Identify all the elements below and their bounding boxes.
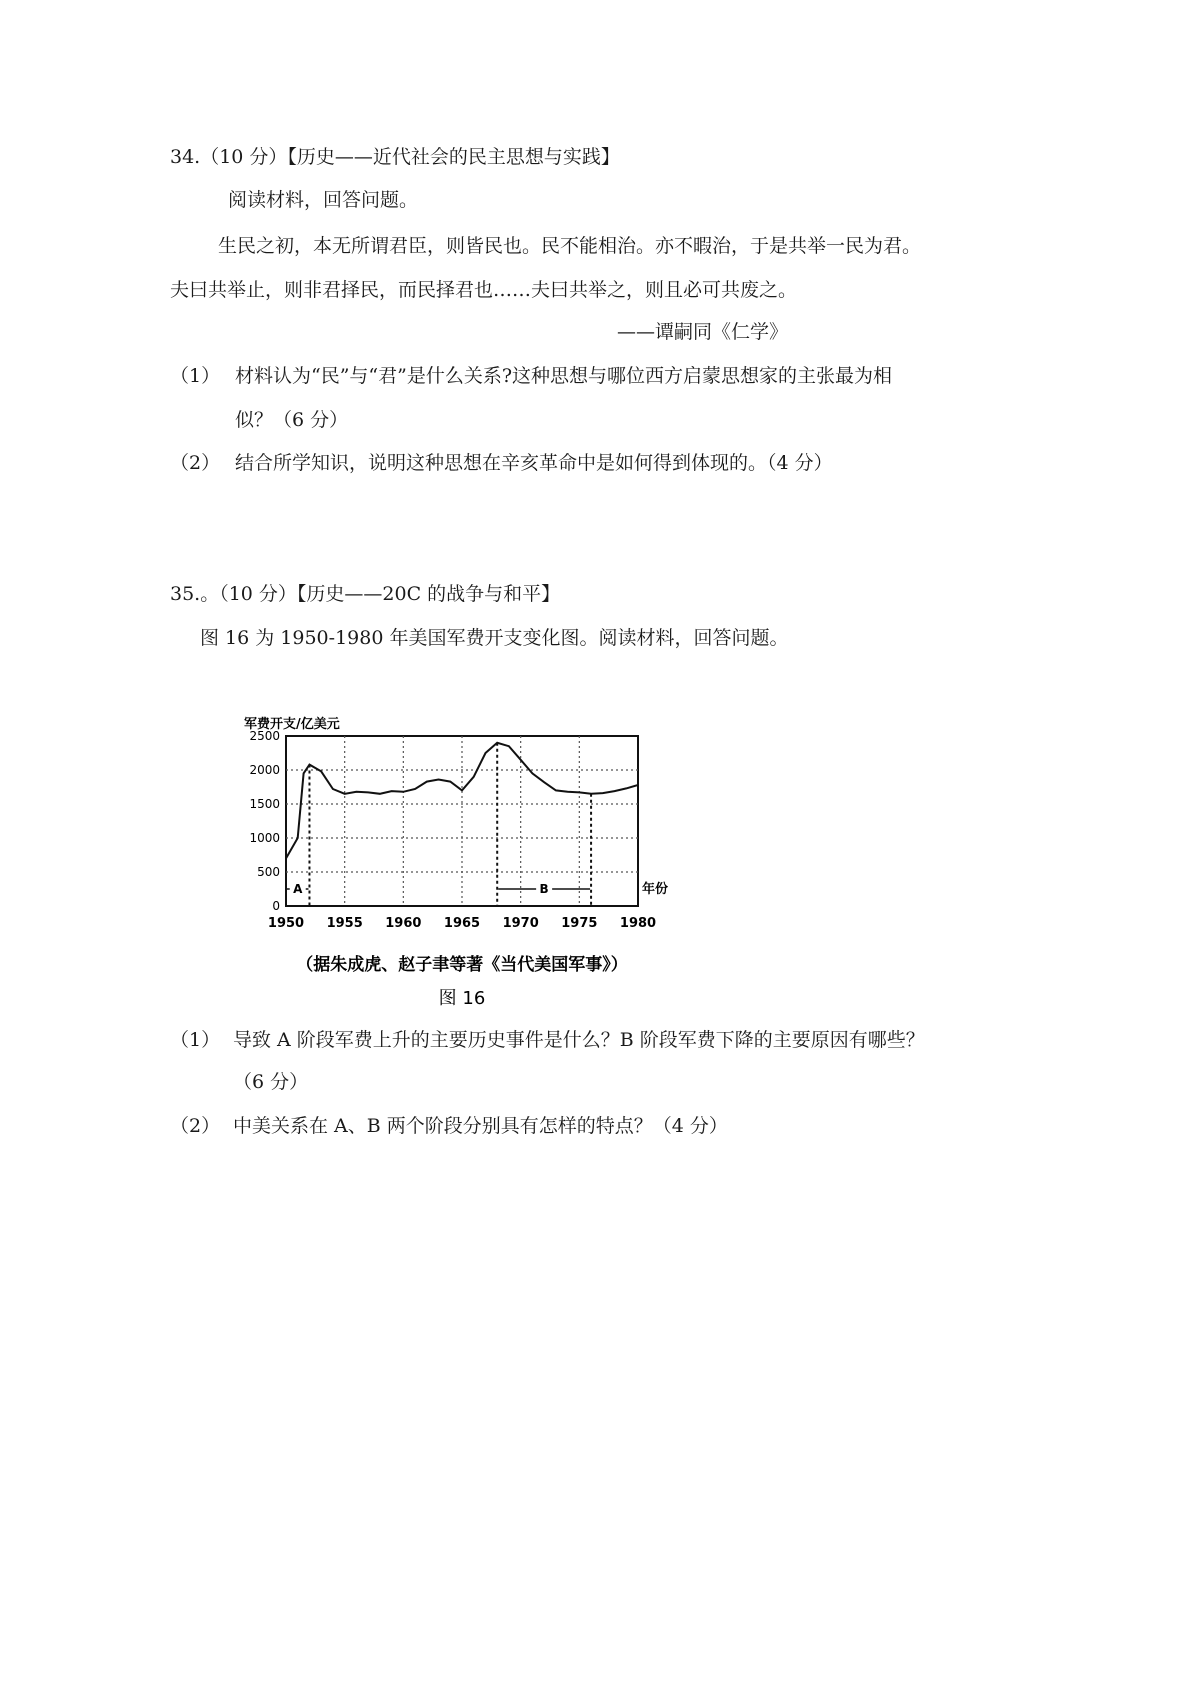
period-label: B <box>539 882 549 896</box>
period-label: A <box>293 882 303 896</box>
y-axis-label: 军费开支/亿美元 <box>244 717 340 732</box>
y-tick-label: 1000 <box>249 831 280 845</box>
x-tick-label: 1965 <box>443 916 481 931</box>
marker-drop-lines <box>309 743 591 906</box>
y-tick-label: 2000 <box>249 763 280 777</box>
q34-sub2-text: 结合所学知识，说明这种思想在辛亥革命中是如何得到体现的。（4 分） <box>235 452 833 474</box>
x-tick-labels <box>268 916 656 931</box>
x-tick-label: 1975 <box>561 916 598 931</box>
figure-label: 图 16 <box>438 988 486 1009</box>
q34-quote-line-2: 夫曰共举止，则非君择民，而民择君也……夫曰共举之，则且必可共废之。 <box>170 279 798 301</box>
q34-sub1-number: （1） <box>170 365 221 387</box>
q34-quote-line-1: 生民之初，本无所谓君臣，则皆民也。民不能相治。亦不暇治，于是共举一民为君。 <box>218 235 922 257</box>
military-spending-chart <box>240 712 740 1012</box>
q34-intro: 阅读材料，回答问题。 <box>228 189 419 211</box>
q35-sub2-number: （2） <box>170 1115 221 1137</box>
q34-sub1-line-2: 似？（6 分） <box>235 409 349 431</box>
q35-sub1-line-1: 导致 A 阶段军费上升的主要历史事件是什么？B 阶段军费下降的主要原因有哪些？ <box>233 1029 925 1051</box>
y-tick-label: 2500 <box>249 729 280 743</box>
x-tick-label: 1955 <box>326 916 363 931</box>
chart-source: （据朱成虎、赵子聿等著《当代美国军事》） <box>296 955 628 975</box>
q34-sub2-number: （2） <box>170 452 221 474</box>
x-axis-label: 年份 <box>642 882 669 897</box>
q34-sub1-line-1: 材料认为“民”与“君”是什么关系?这种思想与哪位西方启蒙思想家的主张最为相 <box>235 365 893 387</box>
q34-heading: 34.（10 分）【历史——近代社会的民主思想与实践】 <box>170 146 620 168</box>
y-tick-label: 0 <box>272 899 280 913</box>
y-tick-label: 1500 <box>249 797 280 811</box>
q35-sub2-text: 中美关系在 A、B 两个阶段分别具有怎样的特点？（4 分） <box>233 1115 728 1137</box>
x-tick-label: 1980 <box>619 916 657 931</box>
q35-heading: 35.。（10 分）【历史——20C 的战争与和平】 <box>170 583 561 605</box>
period-brackets <box>287 882 590 896</box>
q35-intro: 图 16 为 1950-1980 年美国军费开支变化图。阅读材料，回答问题。 <box>200 627 789 649</box>
q35-sub1-number: （1） <box>170 1029 221 1051</box>
q34-source: ——谭嗣同《仁学》 <box>617 321 789 343</box>
x-tick-label: 1950 <box>267 916 305 931</box>
x-tick-label: 1970 <box>502 916 539 931</box>
x-tick-label: 1960 <box>385 916 422 931</box>
y-tick-label: 500 <box>257 865 280 879</box>
y-tick-labels <box>249 729 280 913</box>
q35-sub1-line-2: （6 分） <box>233 1071 309 1093</box>
chart-grid <box>286 736 638 906</box>
